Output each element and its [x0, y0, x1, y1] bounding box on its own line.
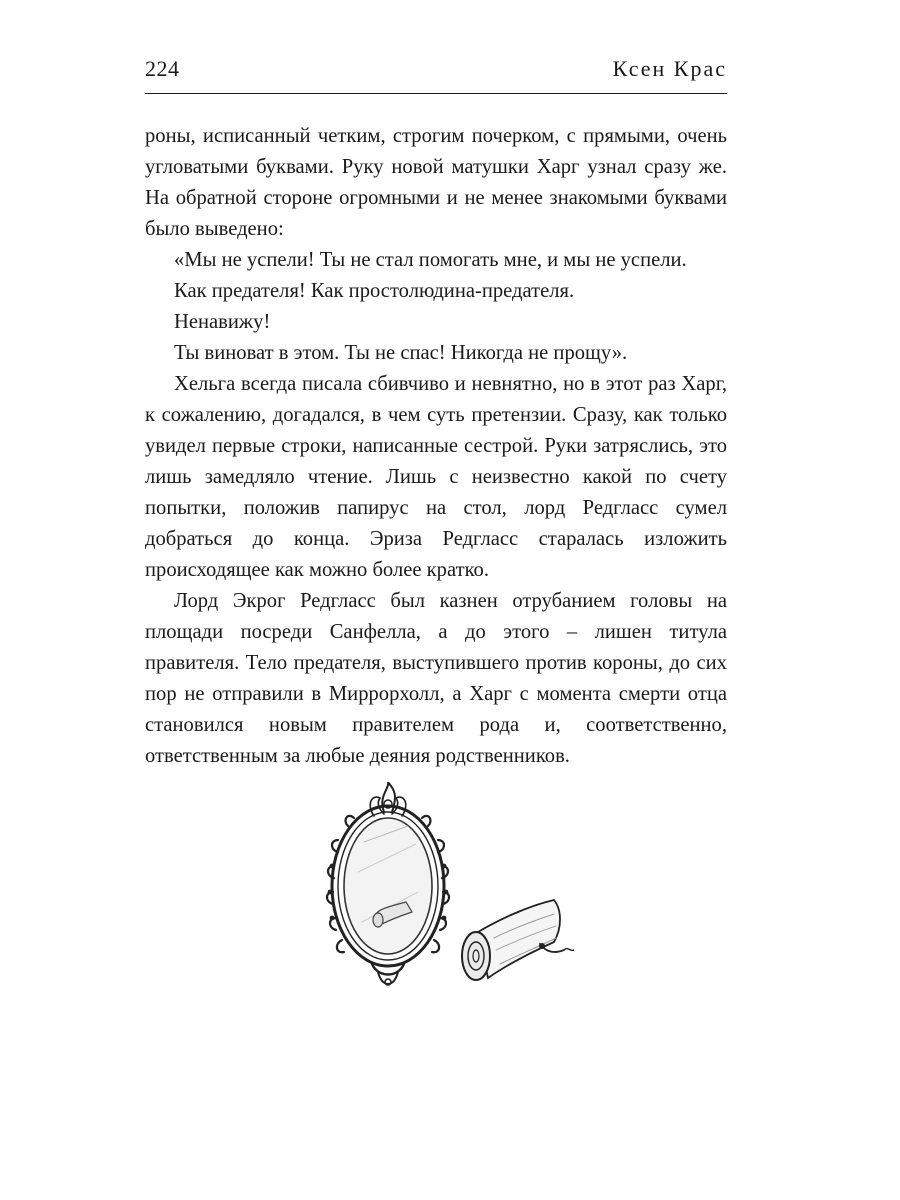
paragraph: Хельга всегда писала сбивчиво и невнятно, но в этот раз Харг, к сожалению, догадался, в чем суть претензии. Сразу, как только увидел первые строки, написанные сестрой. Руки затряслись, это лишь замедляло чтение. Лишь с неизвестно какой по счету попытки, положив папирус на стол, лорд Редгласс сумел добраться до конца. Эриза Редгласс старалась изложить происходящее как можно более кратко.: [145, 373, 727, 581]
page-number: 224: [145, 56, 180, 81]
body-text: [145, 121, 727, 772]
illustration-drawing: [318, 782, 574, 992]
paragraph-continuation: роны, исписанный четким, строгим почерком, с прямыми, очень угловатыми буквами. Руку новой матушки Харг узнал сразу же. На обратной стороне огромными и не менее знакомыми буквами было выведено:: [145, 125, 727, 240]
author-name: Ксен Крас: [612, 56, 727, 81]
header-rule: [145, 93, 727, 94]
ornate-mirror: [327, 782, 449, 985]
letter-line: «Мы не успели! Ты не стал помогать мне, и мы не успели.: [174, 249, 687, 271]
letter-line: Как предателя! Как простолюдина-предателя.: [174, 280, 575, 302]
paragraph: Лорд Экрог Редгласс был казнен отрубанием головы на площади посреди Санфелла, а до этого – лишен титула правителя. Тело предателя, выступившего против короны, до сих пор не отправили в Миррорхолл, а Харг с момента смерти отца становился новым правителем рода и, соответственно, ответственным за любые деяния родственников.: [145, 590, 727, 767]
letter-line: Ненавижу!: [174, 311, 271, 333]
running-header: [145, 56, 727, 90]
mirror-and-scroll-illustration: [318, 782, 574, 992]
rolled-scroll: [462, 900, 574, 980]
letter-line: Ты виноват в этом. Ты не спас! Никогда не прощу».: [174, 342, 628, 364]
